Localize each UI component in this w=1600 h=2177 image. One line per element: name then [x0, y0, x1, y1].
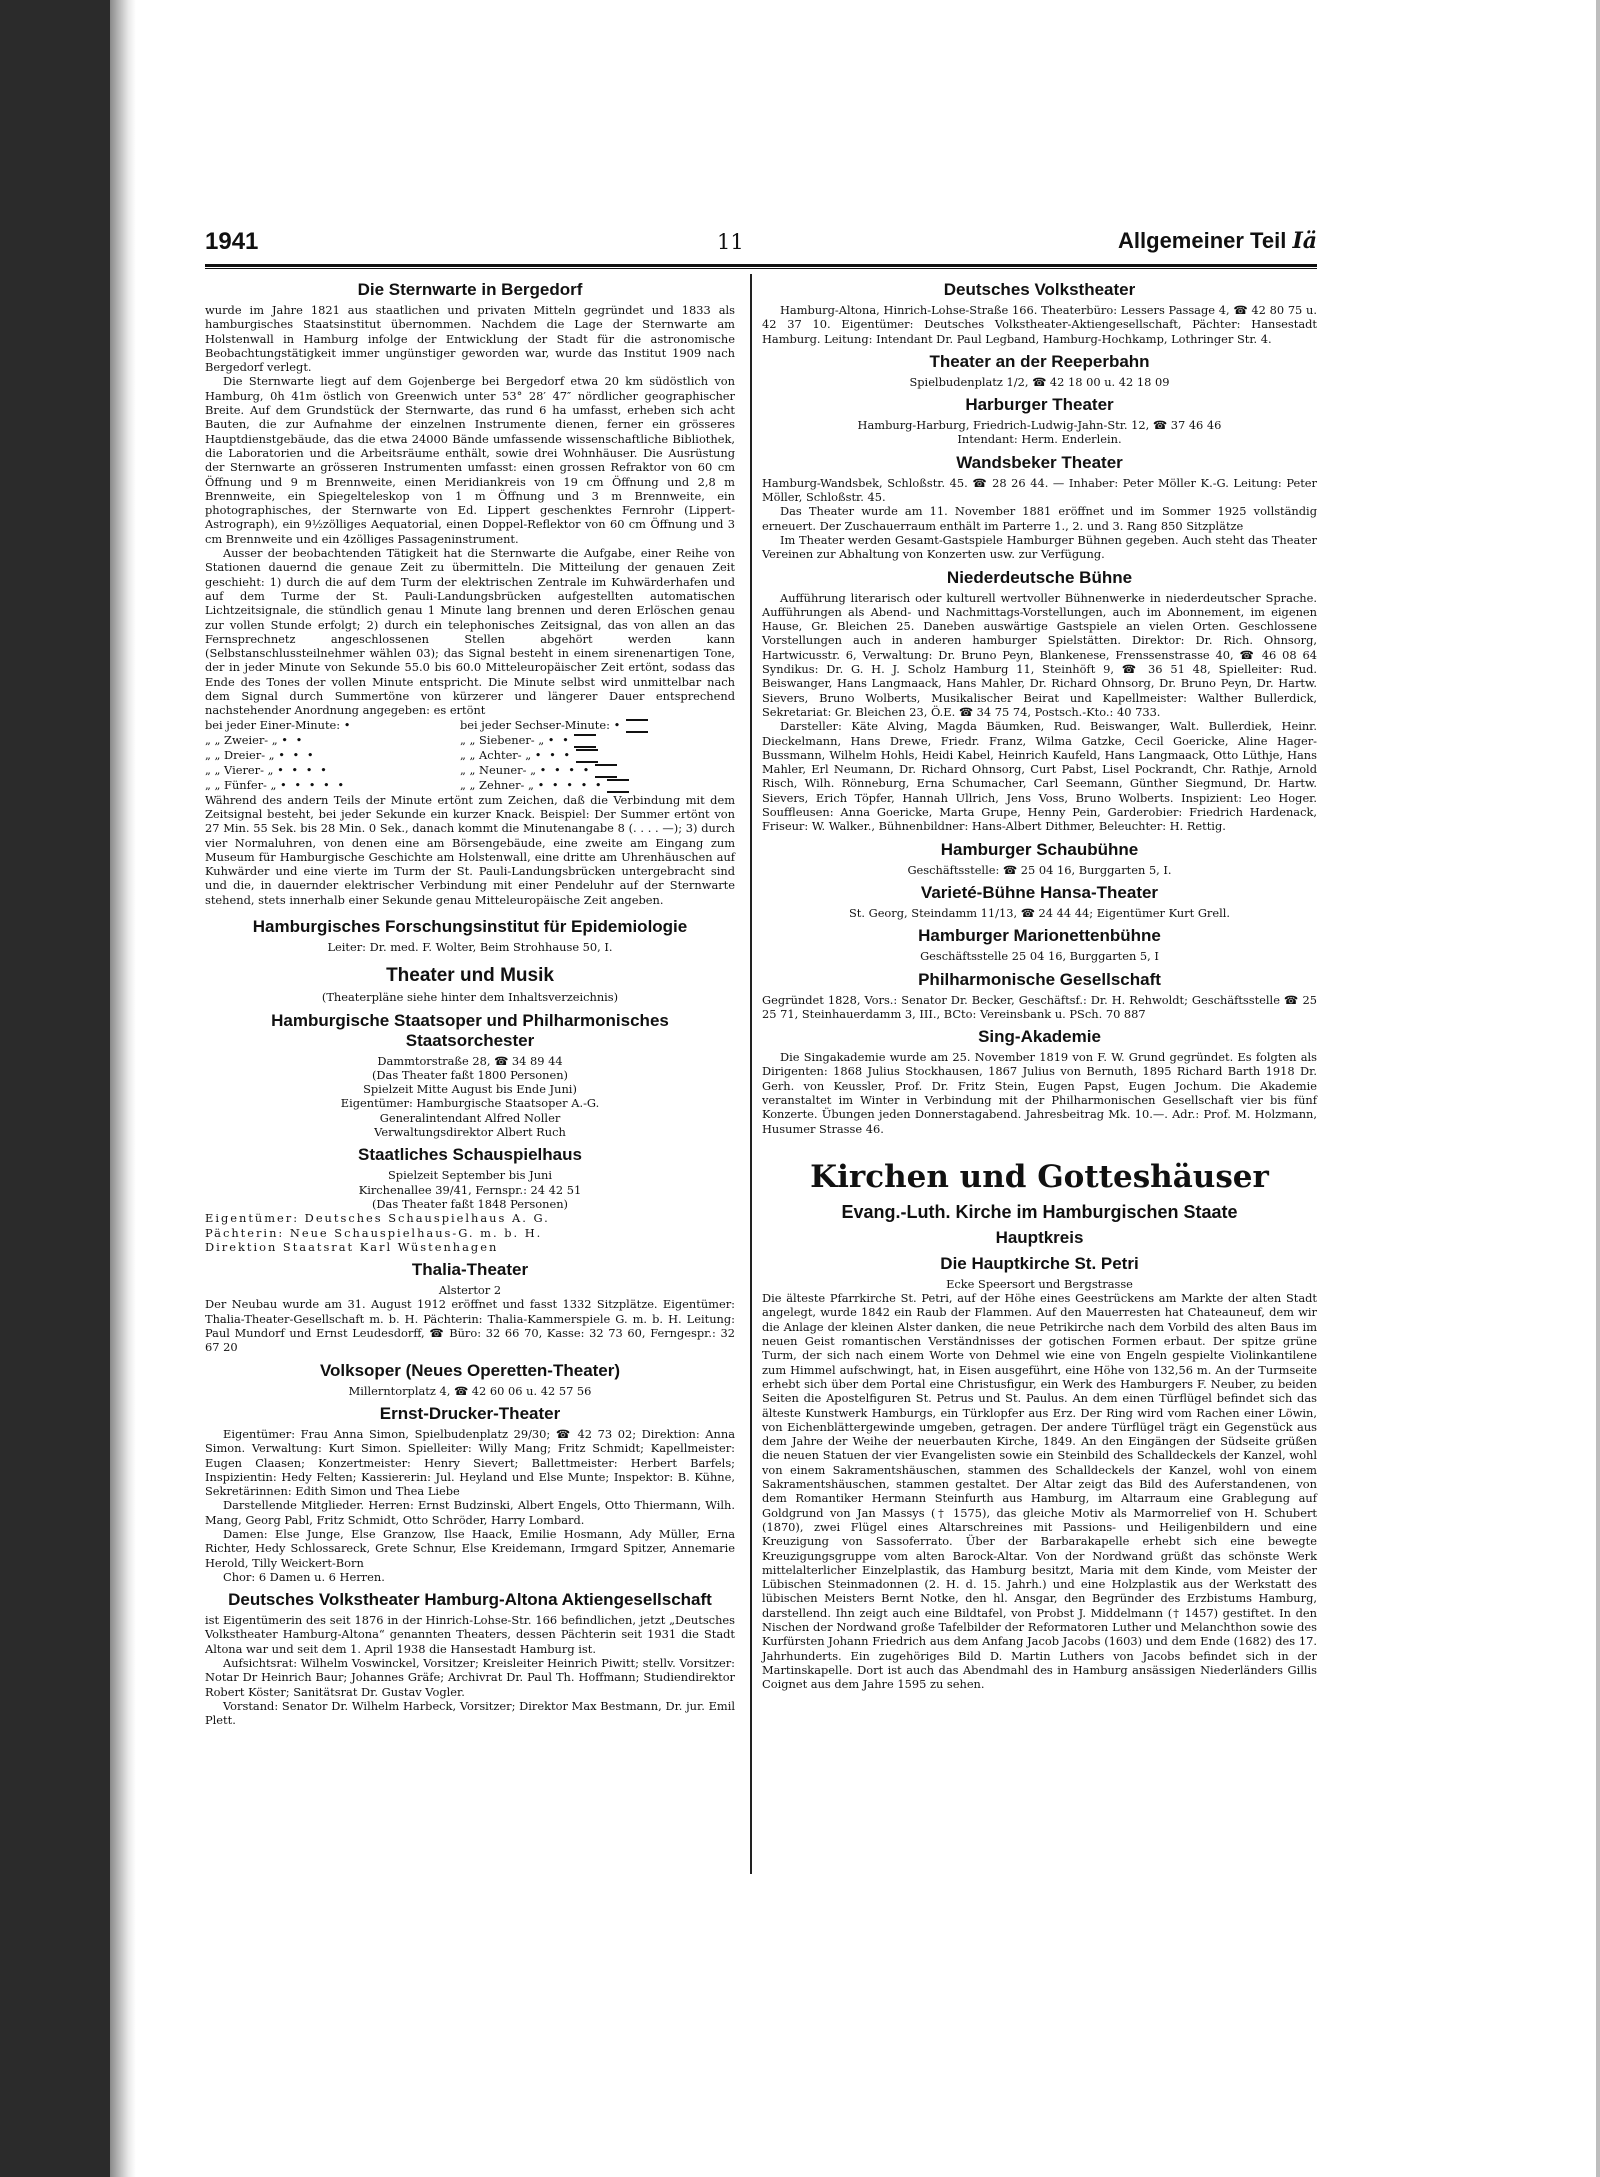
- signal-dots: •: [613, 717, 623, 732]
- signal-dots: • • • •: [277, 762, 329, 777]
- signal-label: „ „ Siebener- „: [460, 732, 545, 747]
- paragraph: Darstellende Mitglieder. Herren: Ernst Budzinski, Albert Engels, Otto Thiermann, Wilh. Mang, Georg Pabl, Fritz Schmidt, Otto Schröder, Harry Lombard.: [205, 1498, 735, 1527]
- column-divider: [750, 274, 752, 1874]
- entry-line: (Das Theater faßt 1800 Personen): [371, 1067, 568, 1082]
- signal-label: „ „ Achter- „: [460, 747, 532, 762]
- paragraph: Aufführung literarisch oder kulturell wertvoller Bühnenwerke in niederdeutscher Sprache. Aufführungen als Abend- und Nachmittags-Vorstellungen, auch im Abonnement, im eigenen Hause, Gr. Bleichen 25. Daneben auswärtige Gastspiele an vielen Orten. Geschlossene Vorstellungen auch in anderen hamburger Spielstätten. Direktor: Dr. Rich. Ohnsorg, Hartwicusstr. 6, Verwaltung: Dr. Bruno Peyn, Blankenese, Frenssenstrasse 40, ☎ 46 08 64 Syndikus: Dr. G. H. J. Scholz Hamburg 11, Steinhöft 9, ☎ 36 51 48, Spielleiter: Rud. Beiswanger, Hans Langmaack, Hans Mahler, Dr. Richard Ohnsorg, Dr. Bruno Peyn, Dr. Hartw. Sievers, Bruno Wolberts, Musikalischer Beirat und Kapellmeister: Walther Bullerdick, Sekretariat: Gr. Bleichen 23, Ö.E. ☎ 34 75 74, Postsch.-Kto.: 40 733.: [762, 590, 1317, 719]
- signal-label: „ „ Neuner- „: [460, 762, 536, 777]
- signal-table: [205, 718, 735, 793]
- signal-label: „ „ Zweier- „: [205, 732, 278, 747]
- header-section-title: Allgemeiner Teil: [1118, 228, 1287, 253]
- left-column: [205, 278, 735, 1728]
- signal-dots: •: [343, 717, 353, 732]
- section-heading: Hamburgische Staatsoper und Philharmonisches Staatsorchester: [271, 1010, 669, 1050]
- entry-line: Verwaltungsdirektor Albert Ruch: [374, 1125, 566, 1140]
- signal-dots: • • • •: [539, 762, 592, 777]
- paragraph: Im Theater werden Gesamt-Gastspiele Hamburger Bühnen gegeben. Auch steht das Theater Vereinen zur Abhaltung von Konzerten usw. zur Verfügung.: [762, 532, 1317, 562]
- paragraph: Die Sternwarte liegt auf dem Gojenberge bei Bergedorf etwa 20 km südöstlich von Hamburg, 0h 41m östlich von Greenwich unter 53° 28′ 47″ nördlicher geographischer Breite. Auf dem Grundstück der Sternwarte, das rund 6 ha umfasst, erheben sich acht Bauten, die zur Aufnahme der einzelnen Instrumente dienen, ferner ein grösseres Hauptdienstgebäude, das die etwa 24000 Bände umfassende wissenschaftliche Bibliothek, die Laboratorien und die Arbeitsräume enthält, sowie drei Wohnhäuser. Die Ausrüstung der Sternwarte an grösseren Instrumenten umfasst: einen grossen Refraktor von 60 cm Öffnung und 9 m Brennweite, einen Meridiankreis von 19 cm Öffnung und 2,8 m Brennweite, ein Spiegelteleskop von 1 m Öffnung und 3 m Brennweite, ein photographisches, der Sternwarte von Ed. Lippert geschenktes Fernrohr (Lippert-Astrograph), ein 9½zölliges Aequatorial, einen Doppel-Reflektor von 60 cm Öffnung und 3 cm Brennweite und ein 4zölliges Passageninstrument.: [205, 374, 735, 546]
- running-header: [205, 228, 1317, 262]
- paragraph: Hamburg-Altona, Hinrich-Lohse-Straße 166. Theaterbüro: Lessers Passage 4, ☎ 42 80 75 u. 42 37 10. Eigentümer: Deutsches Volkstheater-Aktiengesellschaft, Pächter: Hansestadt Hamburg. Leitung: Intendant Dr. Paul Legband, Hamburg-Hochkamp, Lothringer Str. 4.: [762, 303, 1317, 346]
- paragraph: Das Theater wurde am 11. November 1881 eröffnet und im Sommer 1925 vollständig erneuert. Der Zuschauerraum enthält im Parterre 1., 2. und 3. Rang 850 Sitzplätze: [762, 504, 1317, 533]
- entry-line: Ecke Speersort und Bergstrasse: [946, 1276, 1133, 1291]
- entry-line: Kirchenallee 39/41, Fernspr.: 24 42 51: [358, 1182, 582, 1197]
- entry-line: Intendant: Herm. Enderlein.: [957, 432, 1122, 447]
- signal-label: „ „ Zehner- „: [460, 777, 534, 792]
- section-heading: Harburger Theater: [965, 395, 1114, 415]
- signal-bar: [607, 779, 629, 793]
- section-heading: Staatliches Schauspielhaus: [358, 1145, 582, 1165]
- signal-dots: • • •: [278, 747, 316, 762]
- section-heading: Volksoper (Neues Operetten-Theater): [319, 1360, 621, 1380]
- signal-label: „ „ Fünfer- „: [205, 777, 277, 792]
- signal-label: „ „ Vierer- „: [205, 762, 274, 777]
- entry-line: Eigentümer: Deutsches Schauspielhaus A. G.: [205, 1211, 550, 1226]
- paragraph: Damen: Else Junge, Else Granzow, Ilse Haack, Emilie Hosmann, Ady Müller, Erna Richter, Hedy Schlossareck, Grete Schnur, Else Kreidemann, Irmgard Spitzer, Annemarie Herold, Tilly Weickert-Born: [205, 1527, 735, 1570]
- entry-line: St. Georg, Steindamm 11/13, ☎ 24 44 44; Eigentümer Kurt Grell.: [848, 905, 1231, 920]
- signal-dots: • • •: [534, 747, 573, 762]
- signal-bar: [576, 749, 598, 763]
- entry-line: Hamburg-Harburg, Friedrich-Ludwig-Jahn-Str. 12, ☎ 37 46 46: [857, 418, 1222, 433]
- paragraph: Eigentümer: Frau Anna Simon, Spielbudenplatz 29/30; ☎ 42 73 02; Direktion: Anna Simon. Verwaltung: Kurt Simon. Spielleiter: Willy Mang; Fritz Schmidt; Kapellmeister: Eugen Claasen; Konzertmeister: Henry Sievert; Ballettmeister: Herbert Barfels; Inspizientin: Hedy Felten; Kassiererin: Jul. Heyland und Else Munte; Inspektor: B. Kühne, Sekretärinnen: Edith Simon und Thea Liebe: [205, 1426, 735, 1499]
- section-heading: Hamburger Schaubühne: [940, 839, 1139, 859]
- signal-bar: [574, 734, 596, 748]
- entry-line: Millerntorplatz 4, ☎ 42 60 06 u. 42 57 56: [348, 1383, 592, 1398]
- section-heading: Sing-Akademie: [978, 1027, 1101, 1047]
- paragraph: Darsteller: Käte Alving, Magda Bäumken, Rud. Beiswanger, Walt. Bullerdiek, Heinr. Dieckelmann, Hans Drewe, Friedr. Franz, Wilma Gatzke, Cecil Goericke, Aline Hager-Bussmann, Wilhelm Hohls, Heidi Kabel, Heinrich Kaufeld, Hans Langmaack, Otto Lüthje, Hans Mahler, Erl Neumann, Dr. Richard Ohnsorg, Curt Pabst, Lisel Pockrandt, Chr. Rathje, Arnold Risch, Wilh. Rönneburg, Erna Schumacher, Carl Seemann, Günther Siegmund, Dr. Hartw. Sievers, Erich Töpfer, Hannah Ullrich, Jens Voss, Bruno Wolberts. Inspizient: Leo Hoger. Souffleusen: Anna Goericke, Marta Grupe, Henny Pein, Garderobier: Friedrich Hardenack, Friseur: W. Walker., Bühnenbildner: Hans-Albert Dithmer, Beleuchter: H. Rettig.: [762, 719, 1317, 834]
- entry-line: Geschäftsstelle: ☎ 25 04 16, Burggarten 5, I.: [907, 862, 1172, 877]
- paragraph: Aufsichtsrat: Wilhelm Voswinckel, Vorsitzer; Kreisleiter Heinrich Piwitt; stellv. Vorsitzer: Notar Dr Heinrich Baur; Johannes Gräfe; Archivrat Dr. Paul Th. Hoffmann; Studiendirektor Robert Köster; Sanitätsrat Dr. Gustav Vogler.: [205, 1656, 735, 1699]
- entry-line: (Das Theater faßt 1848 Personen): [371, 1196, 568, 1211]
- header-section: [1118, 228, 1317, 254]
- header-section-mark: Iä: [1292, 228, 1317, 254]
- paragraph: Die älteste Pfarrkirche St. Petri, auf der Höhe eines Geestrückens am Markte der alten Stadt angelegt, wurde 1842 ein Raub der Flammen. Auf den Mauerresten hat Chateauneuf, dem wir die Anlage der kleinen Alster danken, die neue Petrikirche nach dem Vorbild des alten Baus im neuen Geist romantischen Verständnisses der gotischen Formen erbaut. Der spitze grüne Turm, der sich nach einem Worte von Dehmel wie eine von Engeln gespielte Violinkantilene zum Himmel aufschwingt, hat, in Eisen ausgeführt, eine Höhe von 132,56 m. An der Turmseite erhebt sich über dem Portal eine Christusfigur, ein Werk des Hamburgers F. Neuber, zu beiden Seiten die Apostelfiguren St. Petrus und St. Paulus. An dem einen Türflügel befindet sich das älteste Kunstwerk Hamburgs, ein Türklopfer aus Erz. Der Ring wird vom Rachen einer Löwin, von Eichenblättergewinde umgeben, getragen. Der andere Türflügel trägt ein Gegenstück aus dem Jahre der Weihe der neuerbauten Kirche, 1849. An den Eingängen der Südseite grüßen die neuen Statuen der vier Evangelisten sowie ein Steinbild des Schalldeckels der Kanzel, wohl von einem Sakramentshäuschen, stammen des Schalldeckels der Kanzel, wohl von einem Sakramentshäuschen, stammen gestaltet. Der Altar zeigt das Bild des Auferstandenen, von dem Romantiker Hermann Steinfurth aus Hamburg, im Altarraum eine Grablegung auf Goldgrund von Jan Massys († 1575), das gleiche Motiv als Marmorrelief von H. Schubert (1870), zwei Flügel eines Altarschreines mit Passions- und Heiligenbildern und eine Kreuzigung von Sassoferrato. Über der Barbarakapelle erhebt sich eine bewegte Kreuzigungsgruppe vom alten Barock-Altar. Von der Nordwand grüßt das schönste Werk mittelalterlicher Einzelplastik, das Hamburg besitzt, Maria mit dem Kinde, vom Meister der Lübischen Steinmadonnen (2. H. d. 15. Jahrh.) und eine Holzplastik aus der Werkstatt des lübischen Meisters Bernt Notke, den hl. Ansgar, den Begründer des Erzbistums Hamburg, darstellend. Ihn zeigt auch eine Bildtafel, von Probst J. Middelmann († 1457) gestiftet. In den Nischen der Nordwand große Tafelbilder der Reformatoren Luther und Melanchthon sowie des Kurfürsten Johann Friedrich aus dem Anfang Jacob Jacobs (1603) und dem Ende (1682) des 17. Jahrhunderts. Ein zugehöriges Bild D. Martin Luthers von Jacobs befindet sich in der Martinskapelle. Dort ist auch das Abendmahl des in Hamburg ansässigen Niederländers Gillis Coignet aus dem Jahre 1595 zu sehen.: [762, 1291, 1317, 1692]
- paragraph: Der Neubau wurde am 31. August 1912 eröffnet und fasst 1332 Sitzplätze. Eigentümer: Thalia-Theater-Gesellschaft m. b. H. Pächterin: Thalia-Kammerspiele G. m. b. H. Leitung: Paul Mundorf und Ernst Leudesdorff, ☎ Büro: 32 66 70, Kasse: 32 73 60, Ferngespr.: 32 67 20: [205, 1297, 735, 1355]
- entry-line: Direktion Staatsrat Karl Wüstenhagen: [205, 1239, 499, 1254]
- header-page-number: 11: [717, 230, 744, 254]
- chapter-heading: Kirchen und Gotteshäuser: [810, 1158, 1269, 1195]
- section-heading: Niederdeutsche Bühne: [946, 567, 1133, 587]
- entry-line: Spielbudenplatz 1/2, ☎ 42 18 00 u. 42 18 09: [909, 374, 1170, 389]
- entry-line: Spielzeit Mitte August bis Ende Juni): [363, 1082, 577, 1097]
- signal-label: bei jeder Sechser-Minute:: [460, 717, 610, 732]
- entry-line: Dammtorstraße 28, ☎ 34 89 44: [377, 1053, 563, 1068]
- section-heading: Philharmonische Gesellschaft: [918, 969, 1161, 989]
- header-rule: [205, 264, 1317, 267]
- page-gutter: [110, 0, 136, 2177]
- section-heading: Die Hauptkirche St. Petri: [940, 1253, 1139, 1273]
- paragraph: Während des andern Teils der Minute ertönt zum Zeichen, daß die Verbindung mit dem Zeitsignal besteht, bei jeder Sekunde ein kurzer Knack. Beispiel: Der Summer ertönt von 27 Min. 55 Sek. bis 28 Min. 0 Sek., danach kommt die Minutenangabe 8 (. . . . —); 3) durch vier Normaluhren, von denen eine am Börsengebäude, eine zweite am Eingang zum Museum für Hamburgische Geschichte am Holstenwall, eine dritte am Uhrenhäuschen auf Kuhwärder und eine vierte im Turm der St. Pauli-Landungsbrücken untergebracht sind und die, in dauernder elektrischer Verbindung mit einer Pendeluhr auf der Sternwarte stehend, stets innerhalb einer Sekunde genau Mitteleuropäische Zeit angeben.: [205, 792, 735, 907]
- section-heading: Thalia-Theater: [411, 1260, 529, 1280]
- entry-line: (Theaterpläne siehe hinter dem Inhaltsverzeichnis): [321, 990, 619, 1005]
- signal-label: „ „ Dreier- „: [205, 747, 275, 762]
- paragraph: wurde im Jahre 1821 aus staatlichen und privaten Mitteln gegründet und 1833 als hamburgisches Staatsinstitut übernommen. Nachdem die Lage der Sternwarte am Holstenwall in Hamburg infolge der Entwicklung der Stadt für die astronomische Beobachtungstätigkeit immer ungünstiger geworden war, wurde das Institut 1909 nach Bergedorf verlegt.: [205, 303, 735, 375]
- paragraph: Vorstand: Senator Dr. Wilhelm Harbeck, Vorsitzer; Direktor Max Bestmann, Dr. jur. Emil Plett.: [205, 1698, 735, 1728]
- section-heading: Theater an der Reeperbahn: [929, 351, 1150, 371]
- paragraph: ist Eigentümerin des seit 1876 in der Hinrich-Lohse-Str. 166 befindlichen, jetzt „Deutsches Volkstheater Hamburg-Altona“ genannten Theaters, dessen Pächterin seit 1931 die Stadt Altona war und seit dem 1. April 1938 die Hansestadt Hamburg ist.: [205, 1613, 735, 1656]
- section-heading: Hamburger Marionettenbühne: [918, 926, 1161, 946]
- paragraph: Chor: 6 Damen u. 6 Herren.: [223, 1569, 385, 1584]
- section-heading: Ernst-Drucker-Theater: [379, 1403, 561, 1423]
- entry-line: Geschäftsstelle 25 04 16, Burggarten 5, I: [920, 949, 1159, 964]
- paragraph: Ausser der beobachtenden Tätigkeit hat die Sternwarte die Aufgabe, einer Reihe von Stationen dauernd die genaue Zeit zu übermitteln. Die Mitteilung der genauen Zeit geschieht: 1) durch die auf dem Turm der elektrischen Zentrale im Kuhwärderhafen und auf dem Turme der St. Pauli-Landungsbrücken aufgestellten automatischen Lichtzeitsignale, die stündlich genau 1 Minute lang brennen und deren Erlöschen genau zur vollen Stunde erfolgt; 2) durch ein telephonisches Zeitsignal, das von allen an das Fernsprechnetz angeschlossenen Stellen abgehört werden kann (Selbstanschlussteilnehmer wählen 03); das Signal besteht in einem sirenenartigen Tone, der in jeder Minute von Sekunde 55.0 bis 60.0 Mitteleuropäischer Zeit ertönt, sodass das Ende des Tones der vollen Minute entspricht. Die Minute selbst wird unmittelbar nach dem Signal durch Summertöne von kürzerer und längerer Dauer entsprechend nachstehender Anordnung angegeben: es ertönt: [205, 546, 735, 718]
- signal-dots: • • • • •: [537, 777, 604, 792]
- subsection-heading: Hauptkreis: [995, 1227, 1084, 1247]
- entry-line: Leiter: Dr. med. F. Wolter, Beim Strohhause 50, I.: [327, 939, 613, 954]
- chapter-subheading: Evang.-Luth. Kirche im Hamburgischen Staate: [841, 1201, 1238, 1222]
- section-heading: Deutsches Volkstheater: [943, 280, 1136, 299]
- section-heading: Theater und Musik: [386, 965, 554, 987]
- signal-bar: [595, 764, 617, 778]
- signal-dots: • •: [281, 732, 305, 747]
- section-heading: Varieté-Bühne Hansa-Theater: [920, 882, 1159, 902]
- right-column: [762, 278, 1317, 1691]
- paragraph: Die Singakademie wurde am 25. November 1819 von F. W. Grund gegründet. Es folgten als Dirigenten: 1868 Julius Stockhausen, 1867 Julius von Bernuth, 1895 Richard Barth 1918 Dr. Gerh. von Keussler, Prof. Dr. Fritz Stein, Eugen Papst, Eugen Jochum. Die Akademie veranstaltet im Winter in Verbindung mit der Philharmonischen Gesellschaft vier bis fünf Konzerte. Übungen jeden Donnerstagabend. Jahresbeitrag Mk. 10.—. Adr.: Prof. M. Holzmann, Husumer Strasse 46.: [762, 1050, 1317, 1136]
- paragraph: Gegründet 1828, Vors.: Senator Dr. Becker, Geschäftsf.: Dr. H. Rehwoldt; Geschäftsstelle ☎ 25 25 71, Steinhauerdamm 3, III., BCto: Vereinsbank u. PSch. 70 887: [762, 992, 1317, 1021]
- section-heading: Die Sternwarte in Bergedorf: [357, 280, 583, 299]
- section-heading: Hamburgisches Forschungsinstitut für Epidemiologie: [252, 916, 688, 936]
- paragraph: Hamburg-Wandsbek, Schloßstr. 45. ☎ 28 26 44. — Inhaber: Peter Möller K.-G. Leitung: Peter Möller, Schloßstr. 45.: [762, 475, 1317, 505]
- signal-bar: [626, 719, 648, 733]
- header-rule-thin: [205, 268, 1317, 269]
- header-year: 1941: [205, 228, 259, 255]
- signal-dots: • • • • •: [280, 777, 347, 792]
- section-heading: Deutsches Volkstheater Hamburg-Altona Aktiengesellschaft: [228, 1590, 712, 1610]
- signal-label: bei jeder Einer-Minute:: [205, 717, 341, 732]
- section-heading: Wandsbeker Theater: [956, 452, 1123, 472]
- entry-line: Spielzeit September bis Juni: [387, 1168, 553, 1183]
- entry-line: Pächterin: Neue Schauspielhaus-G. m. b. H.: [205, 1225, 543, 1240]
- page-edge: [1596, 0, 1600, 2177]
- entry-line: Eigentümer: Hamburgische Staatsoper A.-G.: [340, 1096, 600, 1111]
- signal-dots: • •: [547, 732, 571, 747]
- entry-line: Alstertor 2: [438, 1283, 502, 1298]
- book-binding: [0, 0, 110, 2177]
- entry-line: Generalintendant Alfred Noller: [379, 1110, 561, 1125]
